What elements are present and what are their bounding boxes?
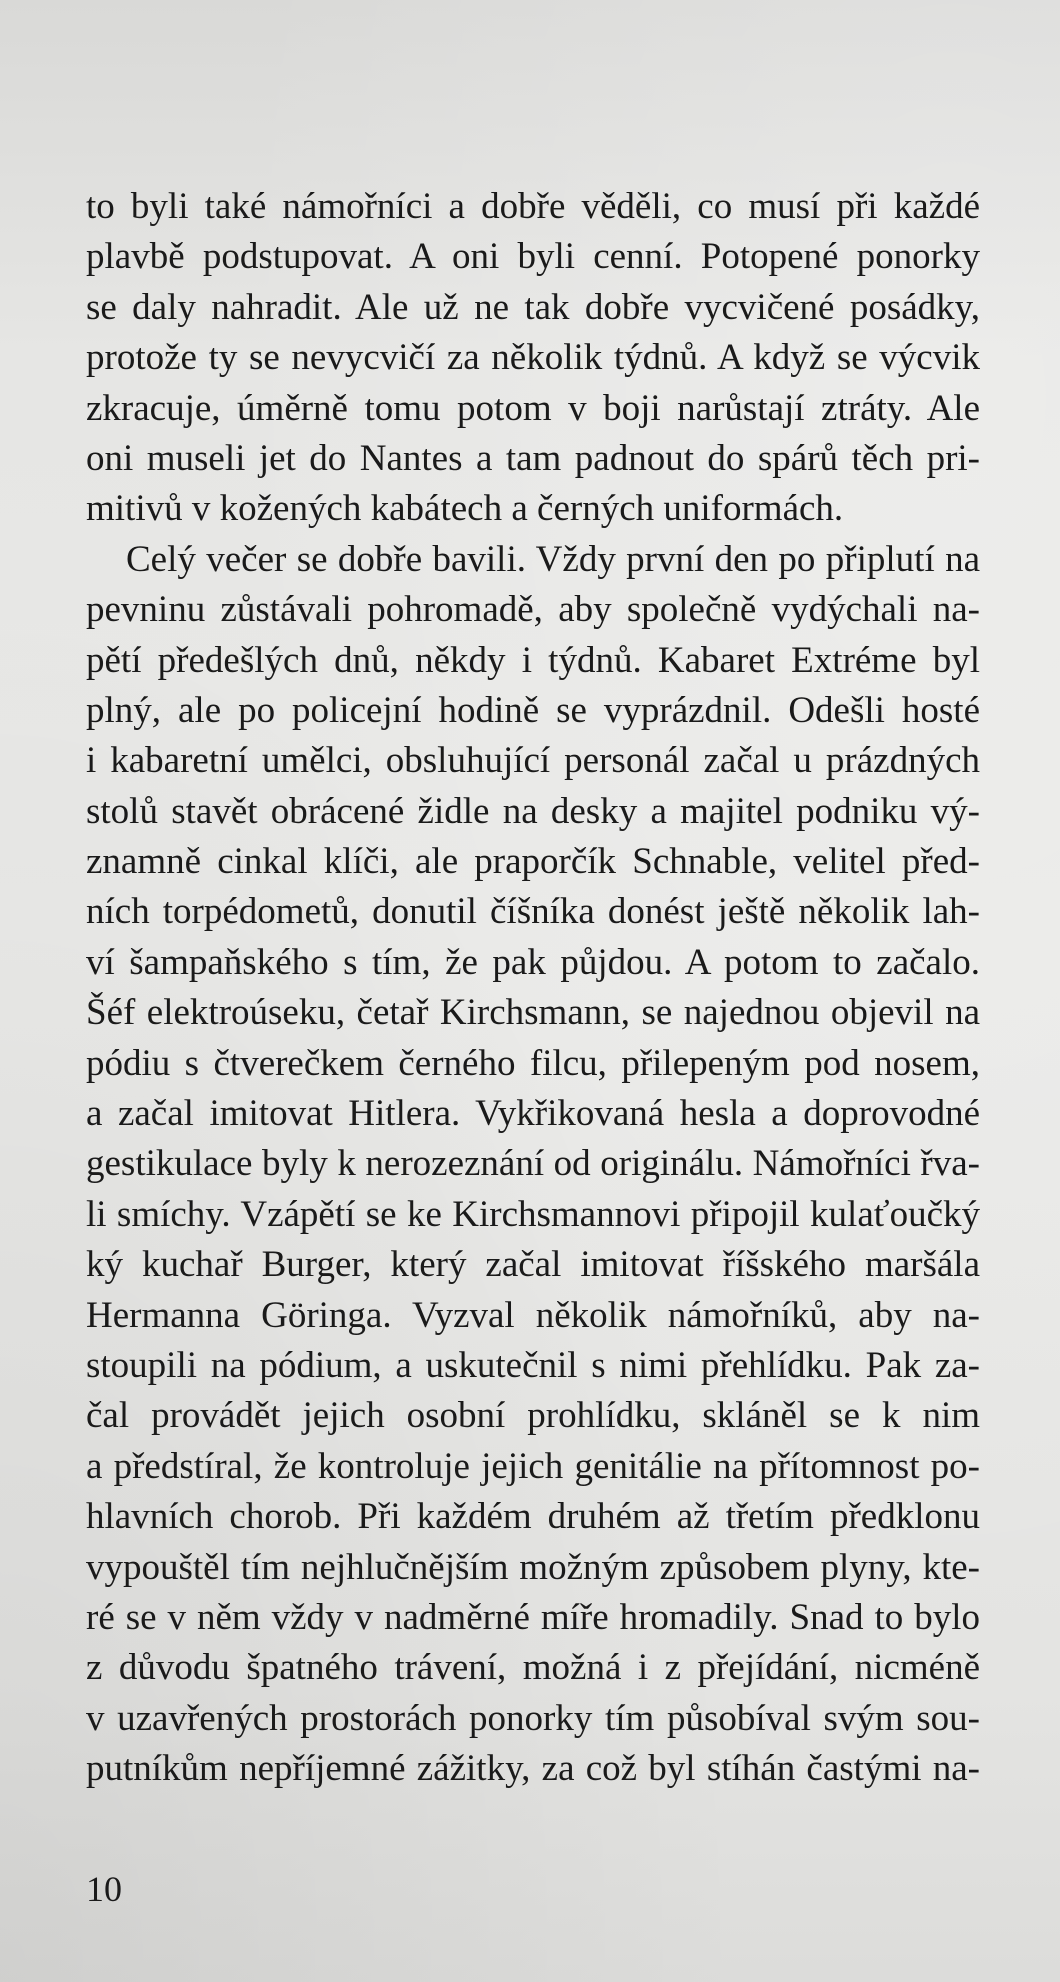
text-line: plavbě podstupovat. A oni byli cenní. Potopené ponorky xyxy=(86,236,980,278)
text-line: znamně cinkal klíči, ale praporčík Schnable, velitel před- xyxy=(86,841,980,883)
text-line: mitivů v kožených kabátech a černých uniformách. xyxy=(86,488,844,530)
text-line: v uzavřených prostorách ponorky tím působíval svým sou- xyxy=(86,1697,980,1739)
text-line: li smíchy. Vzápětí se ke Kirchsmannovi připojil kulaťoučký xyxy=(86,1193,980,1235)
body-text xyxy=(86,182,980,1795)
text-line: pódiu s čtverečkem černého filcu, přilepeným pod nosem, xyxy=(86,1042,980,1084)
text-line: protože ty se nevycvičí za několik týdnů. A když se výcvik xyxy=(86,337,980,379)
text-line: z důvodu špatného trávení, možná i z přejídání, nicméně xyxy=(86,1647,980,1689)
text-line: se daly nahradit. Ale už ne tak dobře vycvičené posádky, xyxy=(86,286,980,328)
text-line: Šéf elektroúseku, četař Kirchsmann, se najednou objevil na xyxy=(86,992,980,1034)
text-line: i kabaretní umělci, obsluhující personál začal u prázdných xyxy=(86,740,980,782)
text-line: oni museli jet do Nantes a tam padnout do spárů těch pri- xyxy=(86,437,980,479)
text-line: a předstíral, že kontroluje jejich genitálie na přítomnost po- xyxy=(86,1445,980,1487)
text-line: hlavních chorob. Při každém druhém až třetím předklonu xyxy=(86,1496,980,1538)
text-line: stolů stavět obrácené židle na desky a majitel podniku vý- xyxy=(86,790,980,832)
text-line: Celý večer se dobře bavili. Vždy první den po připlutí na xyxy=(126,538,980,580)
text-line: pevninu zůstávali pohromadě, aby společně vydýchali na- xyxy=(86,589,980,631)
text-line: ký kuchař Burger, který začal imitovat říšského maršála xyxy=(86,1244,980,1286)
text-line: to byli také námořníci a dobře věděli, co musí při každé xyxy=(86,186,980,227)
text-line: plný, ale po policejní hodině se vyprázdnil. Odešli hosté xyxy=(86,689,980,731)
text-line: zkracuje, úměrně tomu potom v boji narůstají ztráty. Ale xyxy=(86,387,980,429)
text-line: ních torpédometů, donutil číšníka donést ještě několik lah- xyxy=(86,891,980,933)
text-line: pětí předešlých dnů, někdy i týdnů. Kabaret Extréme byl xyxy=(86,639,980,681)
text-line: ré se v něm vždy v nadměrné míře hromadily. Snad to bylo xyxy=(86,1596,980,1638)
text-line: čal provádět jejich osobní prohlídku, skláněl se k nim xyxy=(86,1395,980,1437)
text-line: vypouštěl tím nejhlučnějším možným způsobem plyny, kte- xyxy=(86,1546,980,1588)
page-number: 10 xyxy=(86,1869,122,1909)
text-line: ví šampaňského s tím, že pak půjdou. A potom to začalo. xyxy=(86,941,980,983)
text-line: Hermanna Göringa. Vyzval několik námořníků, aby na- xyxy=(86,1294,980,1336)
text-line: stoupili na pódium, a uskutečnil s nimi přehlídku. Pak za- xyxy=(86,1344,980,1386)
text-line: gestikulace byly k nerozeznání od originálu. Námořníci řva- xyxy=(86,1143,980,1185)
text-line: a začal imitovat Hitlera. Vykřikovaná hesla a doprovodné xyxy=(86,1093,980,1135)
text-line: putníkům nepříjemné zážitky, za což byl stíhán častými na- xyxy=(86,1748,980,1790)
